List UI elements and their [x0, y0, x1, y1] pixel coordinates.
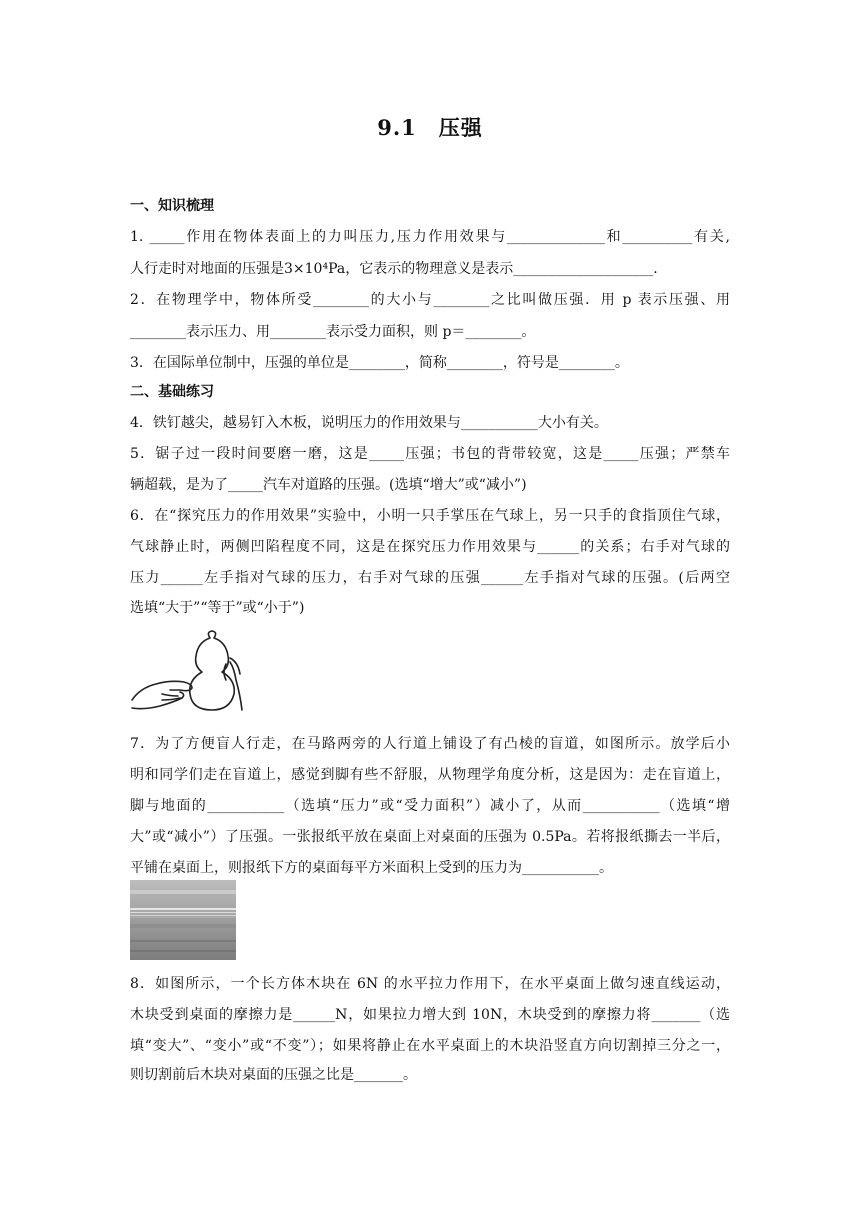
question-6-line-3: 压力______左手指对气球的压力，右手对气球的压强______左手指对气球的压强。(后两空 — [130, 570, 730, 586]
question-5-line-2: 辆超载，是为了_____汽车对道路的压强。(选填“增大”或“减小”) — [130, 477, 527, 493]
question-2-line-2: ________表示压力、用________表示受力面积，则 p＝________。 — [130, 324, 536, 340]
question-7-line-2: 明和同学们走在盲道上，感觉到脚有些不舒服，从物理学角度分析，这是因为：走在盲道上， — [130, 767, 730, 783]
question-1-line-2: 人行走时对地面的压强是3×10⁴Pa，它表示的物理意义是表示____________________. — [130, 261, 658, 277]
question-4-line-1: 4．铁钉越尖，越易钉入木板，说明压力的作用效果与___________大小有关。 — [130, 415, 608, 431]
question-6-line-2: 气球静止时，两侧凹陷程度不同，这是在探究压力作用效果与______的关系；右手对气球的 — [130, 539, 730, 555]
question-8-line-2: 木块受到桌面的摩擦力是______N，如果拉力增大到 10N，木块受到的摩擦力将_______（选 — [130, 1007, 730, 1023]
page-title: 9.1 压强 — [377, 115, 483, 140]
question-8-line-4: 则切割前后木块对桌面的压强之比是_______。 — [130, 1067, 417, 1083]
balloon-hands-figure — [130, 628, 246, 712]
tactile-paving-photo — [130, 880, 236, 960]
question-1-line-1: 1. _____作用在物体表面上的力叫压力,压力作用效果与______________和__________有关, — [130, 229, 730, 245]
question-8-line-1: 8．如图所示，一个长方体木块在 6N 的水平拉力作用下，在水平桌面上做匀速直线运动， — [130, 976, 730, 992]
question-7-line-1: 7．为了方便盲人行走，在马路两旁的人行道上铺设了有凸棱的盲道，如图所示。放学后小 — [130, 736, 730, 752]
question-7-line-4: 大”或“减小”）了压强。一张报纸平放在桌面上对桌面的压强为 0.5Pa。若将报纸撕去一半后， — [130, 829, 730, 845]
question-3-line-1: 3．在国际单位制中，压强的单位是________，简称________，符号是________。 — [130, 355, 629, 371]
question-5-line-1: 5．锯子过一段时间要磨一磨，这是_____压强；书包的背带较宽，这是_____压强；严禁车 — [130, 446, 730, 462]
question-7-line-5: 平铺在桌面上，则报纸下方的桌面每平方米面积上受到的压力为___________。 — [130, 860, 613, 876]
section-heading-knowledge: 一、知识梳理 — [130, 198, 214, 214]
question-8-line-3: 填“变大”、“变小”或“不变”）；如果将静止在水平桌面上的木块沿竖直方向切割掉三分之一， — [130, 1038, 730, 1054]
question-7-line-3: 脚与地面的___________（选填“压力”或“受力面积”）减小了，从而___________（选填“增 — [130, 798, 730, 814]
section-heading-practice: 二、基础练习 — [130, 384, 214, 400]
question-6-line-4: 选填“大于”“等于”或“小于”) — [130, 600, 305, 616]
question-6-line-1: 6．在“探究压力的作用效果”实验中，小明一只手掌压在气球上，另一只手的食指顶住气球， — [130, 508, 730, 524]
question-2-line-1: 2．在物理学中，物体所受________的大小与________之比叫做压强．用 p 表示压强、用 — [130, 292, 730, 308]
